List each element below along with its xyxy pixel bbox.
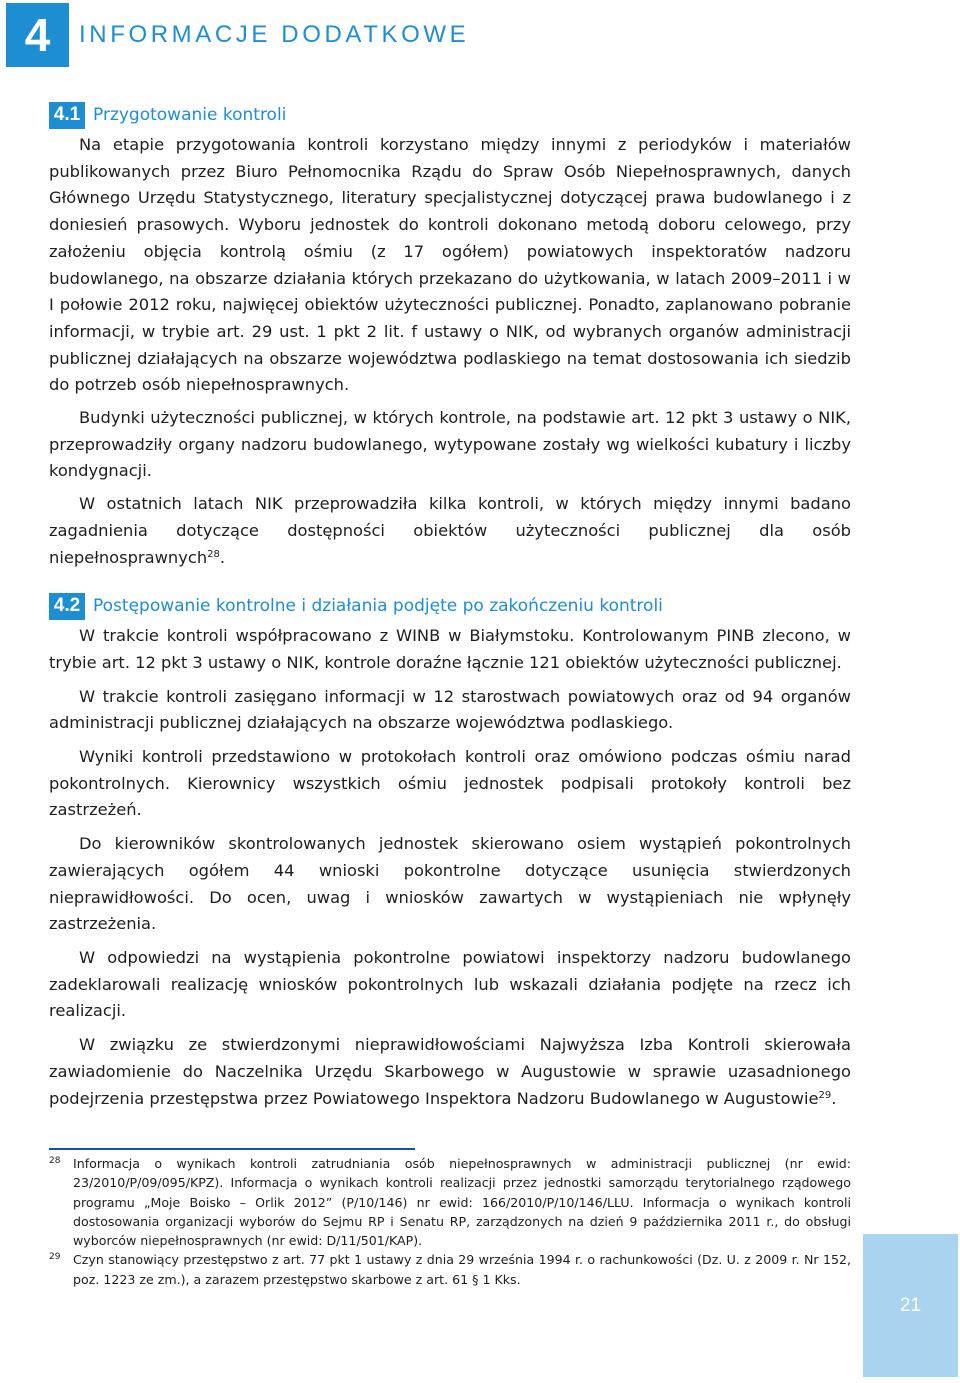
chapter-number-badge: 4 bbox=[6, 3, 69, 67]
footnote-28 bbox=[49, 1154, 851, 1250]
section-title: Postępowanie kontrolne i działania podjęte po zakończeniu kontroli bbox=[93, 596, 663, 617]
section-number-badge: 4.2 bbox=[49, 593, 85, 620]
footnote-number: 28 bbox=[49, 1156, 61, 1166]
paragraph: Na etapie przygotowania kontroli korzystano między innymi z periodyków i materiałów publikowanych przez Biuro Pełnomocnika Rządu do Spraw Osób Niepełnosprawnych, danych Głównego Urzędu Statystycznego, literatury specjalistycznej dotyczącej prawa budowlanego i z doniesień prasowych. Wyboru jednostek do kontroli dokonano metodą doboru celowego, przy założeniu objęcia kontrolą ośmiu (z 17 ogółem) powiatowych inspektoratów nadzoru budowlanego, na obszarze działania których przekazano do użytkowania, w latach 2009–2011 i w I połowie 2012 roku, najwięcej obiektów użyteczności publicznej. Ponadto, zaplanowano pobranie informacji, w trybie art. 29 ust. 1 pkt 2 lit. f ustawy o NIK, od wybranych organów administracji publicznej działających na obszarze województwa podlaskiego na temat dostosowania ich siedzib do potrzeb osób niepełnosprawnych. bbox=[49, 135, 851, 395]
paragraph: Budynki użyteczności publicznej, w których kontrole, na podstawie art. 12 pkt 3 ustawy o NIK, przeprowadziły organy nadzoru budowlanego, wytypowane zostały wg wielkości kubatury i liczby kondygnacji. bbox=[49, 408, 851, 481]
paragraph: W trakcie kontroli zasięgano informacji w 12 starostwach powiatowych oraz od 94 organów administracji publicznej działających na obszarze województwa podlaskiego. bbox=[49, 686, 851, 733]
main-content bbox=[49, 98, 851, 1119]
footnote-divider bbox=[49, 1148, 415, 1150]
paragraph-text: W ostatnich latach NIK przeprowadziła kilka kontroli, w których między innymi badano zagadnienia dotyczące dostępności obiektów użyteczności publicznej dla osób niepełnosprawnych bbox=[49, 494, 851, 567]
section-heading-4-2 bbox=[49, 589, 851, 623]
footnote-ref-29[interactable]: 29 bbox=[818, 1089, 832, 1101]
paragraph: Wyniki kontroli przedstawiono w protokołach kontroli oraz omówiono podczas ośmiu narad pokontrolnych. Kierownicy wszystkich ośmiu jednostek podpisali protokoły kontroli bez zastrzeżeń. bbox=[49, 747, 851, 820]
page-number: 21 bbox=[863, 1234, 958, 1377]
footnote-text: Informacja o wynikach kontroli zatrudniania osób niepełnosprawnych w administracji publicznej (nr ewid: 23/2010/P/09/095/KPZ). Informacja o wynikach kontroli realizacji przez jednostki samorządu terytorialnego rządowego programu „Moje Boisko – Orlik 2012” (P/10/146) nr ewid: 166/2010/P/10/146/LLU. Informacja o wynikach kontroli dostosowania organizacji wyborów do Sejmu RP i Senatu RP, zarządzonych na dzień 9 października 2011 r., do obsługi wyborców niepełnosprawnych (nr ewid: D/11/501/KAP). bbox=[73, 1156, 851, 1249]
paragraph: Do kierowników skontrolowanych jednostek skierowano osiem wystąpień pokontrolnych zawierających ogółem 44 wnioski pokontrolne dotyczące usunięcia stwierdzonych nieprawidłowości. Do ocen, uwag i wniosków zawartych w wystąpieniach nie wpłynęły zastrzeżenia. bbox=[49, 834, 851, 934]
section-number-badge: 4.1 bbox=[49, 102, 85, 129]
footnote-29 bbox=[49, 1250, 851, 1289]
paragraph: W trakcie kontroli współpracowano z WINB w Białymstoku. Kontrolowanym PINB zlecono, w trybie art. 12 pkt 3 ustawy o NIK, kontrole doraźne łącznie 121 obiektów użyteczności publicznej. bbox=[49, 626, 851, 672]
paragraph-end: . bbox=[219, 547, 226, 567]
paragraph bbox=[49, 491, 851, 571]
paragraph-text: W związku ze stwierdzonymi nieprawidłowościami Najwyższa Izba Kontroli skierowała zawiadomienie do Naczelnika Urzędu Skarbowego w Augustowie w sprawie uzasadnionego podejrzenia przestępstwa przez Powiatowego Inspektora Nadzoru Budowlanego w Augustowie bbox=[49, 1035, 851, 1108]
footnote-number: 29 bbox=[49, 1252, 61, 1263]
chapter-title: INFORMACJE DODATKOWE bbox=[79, 21, 470, 48]
footnote-text: Czyn stanowiący przestępstwo z art. 77 pkt 1 ustawy z dnia 29 września 1994 r. o rachunkowości (Dz. U. z 2009 r. Nr 152, poz. 1223 ze zm.), a zarazem przestępstwo skarbowe z art. 61 § 1 Kks. bbox=[73, 1252, 851, 1287]
paragraph-end: . bbox=[831, 1088, 837, 1108]
paragraph: W odpowiedzi na wystąpienia pokontrolne powiatowi inspektorzy nadzoru budowlanego zadeklarowali realizację wniosków pokontrolnych lub wskazali działania podjęte na rzecz ich realizacji. bbox=[49, 947, 851, 1021]
section-heading-4-1 bbox=[49, 98, 851, 132]
footnote-ref-28[interactable]: 28 bbox=[207, 548, 220, 560]
section-title: Przygotowanie kontroli bbox=[93, 105, 287, 125]
paragraph bbox=[49, 1032, 851, 1112]
footnotes bbox=[49, 1154, 851, 1289]
